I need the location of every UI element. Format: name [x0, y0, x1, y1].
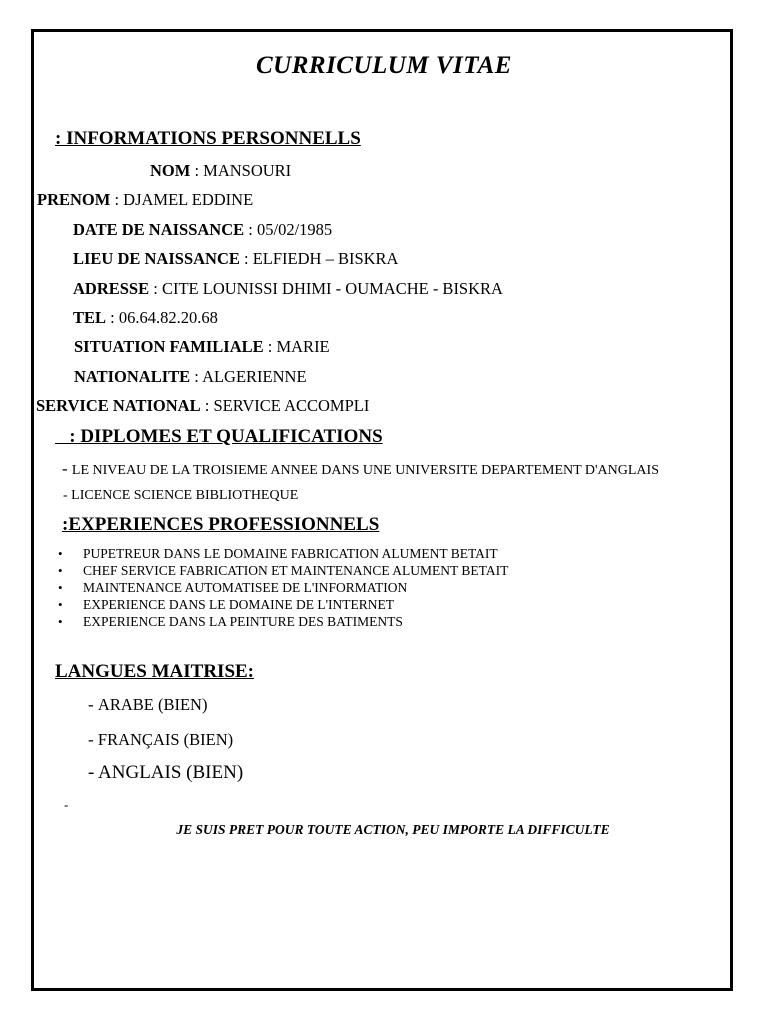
- dob-label: DATE DE NAISSANCE: [73, 220, 245, 239]
- langue-item: - ANGLAIS (BIEN): [88, 762, 244, 783]
- langue-item: - FRANÇAIS (BIEN): [88, 730, 234, 749]
- prenom-value: : DJAMEL EDDINE: [110, 190, 254, 209]
- adresse-label: ADRESSE: [73, 279, 150, 298]
- service-label: SERVICE NATIONAL: [36, 396, 201, 415]
- experiences-list: [58, 545, 508, 630]
- diplome-item: - LICENCE SCIENCE BIBLIOTHEQUE: [63, 488, 299, 503]
- nom-label: NOM: [150, 161, 191, 180]
- field-nom: [150, 161, 291, 181]
- nationalite-label: NATIONALITE: [74, 367, 191, 386]
- adresse-value: : CITE LOUNISSI DHIMI - OUMACHE - BISKRA: [149, 279, 503, 298]
- field-lieu-naissance: [73, 249, 398, 269]
- stray-dash: -: [64, 797, 69, 812]
- field-prenom: [37, 190, 253, 210]
- tel-value: : 06.64.82.20.68: [106, 308, 218, 327]
- nationalite-value: : ALGERIENNE: [190, 367, 307, 386]
- diplome-item-text: LE NIVEAU DE LA TROISIEME ANNEE DANS UNE UNIVERSITE DEPARTEMENT D'ANGLAIS: [71, 463, 659, 478]
- langue-item: - ARABE (BIEN): [88, 695, 208, 714]
- field-tel: [73, 308, 218, 328]
- experience-item: • PUPETREUR DANS LE DOMAINE FABRICATION ALUMENT BETAIT: [58, 545, 508, 562]
- situation-value: : MARIE: [263, 337, 330, 356]
- tel-label: TEL: [73, 308, 107, 327]
- field-situation-familiale: [74, 337, 330, 357]
- field-adresse: [73, 279, 503, 299]
- langue-item-text: ARABE (BIEN): [97, 695, 208, 714]
- motto-text: JE SUIS PRET POUR TOUTE ACTION, PEU IMPORTE LA DIFFICULTE: [176, 822, 610, 837]
- prenom-label: PRENOM: [37, 190, 111, 209]
- experience-item: • MAINTENANCE AUTOMATISEE DE L'INFORMATION: [58, 579, 508, 596]
- experience-item: • EXPERIENCE DANS LA PEINTURE DES BATIMENTS: [58, 613, 508, 630]
- langue-item-text: ANGLAIS (BIEN): [98, 762, 244, 783]
- langue-item-text: FRANÇAIS (BIEN): [97, 730, 234, 749]
- langues-heading: LANGUES MAITRISE:: [55, 661, 255, 682]
- diplome-item: - LE NIVEAU DE LA TROISIEME ANNEE DANS UNE UNIVERSITE DEPARTEMENT D'ANGLAIS: [62, 459, 659, 478]
- nom-value: : MANSOURI: [190, 161, 292, 180]
- experience-item: • EXPERIENCE DANS LE DOMAINE DE L'INTERNET: [58, 596, 508, 613]
- service-value: : SERVICE ACCOMPLI: [200, 396, 370, 415]
- situation-label: SITUATION FAMILIALE: [74, 337, 264, 356]
- experiences-heading: :EXPERIENCES PROFESSIONNELS: [62, 514, 380, 535]
- field-date-naissance: [73, 220, 332, 240]
- dob-value: : 05/02/1985: [244, 220, 333, 239]
- diplomes-heading: : DIPLOMES ET QUALIFICATIONS: [55, 426, 383, 447]
- experience-item: • CHEF SERVICE FABRICATION ET MAINTENANCE ALUMENT BETAIT: [58, 562, 508, 579]
- personal-info-heading: : INFORMATIONS PERSONNELLS: [55, 128, 361, 149]
- lieu-label: LIEU DE NAISSANCE: [73, 249, 240, 268]
- field-service-national: [36, 396, 369, 416]
- page-border: [31, 29, 733, 991]
- field-nationalite: [74, 367, 307, 387]
- lieu-value: : ELFIEDH – BISKRA: [239, 249, 399, 268]
- document-title: CURRICULUM VITAE: [256, 52, 512, 79]
